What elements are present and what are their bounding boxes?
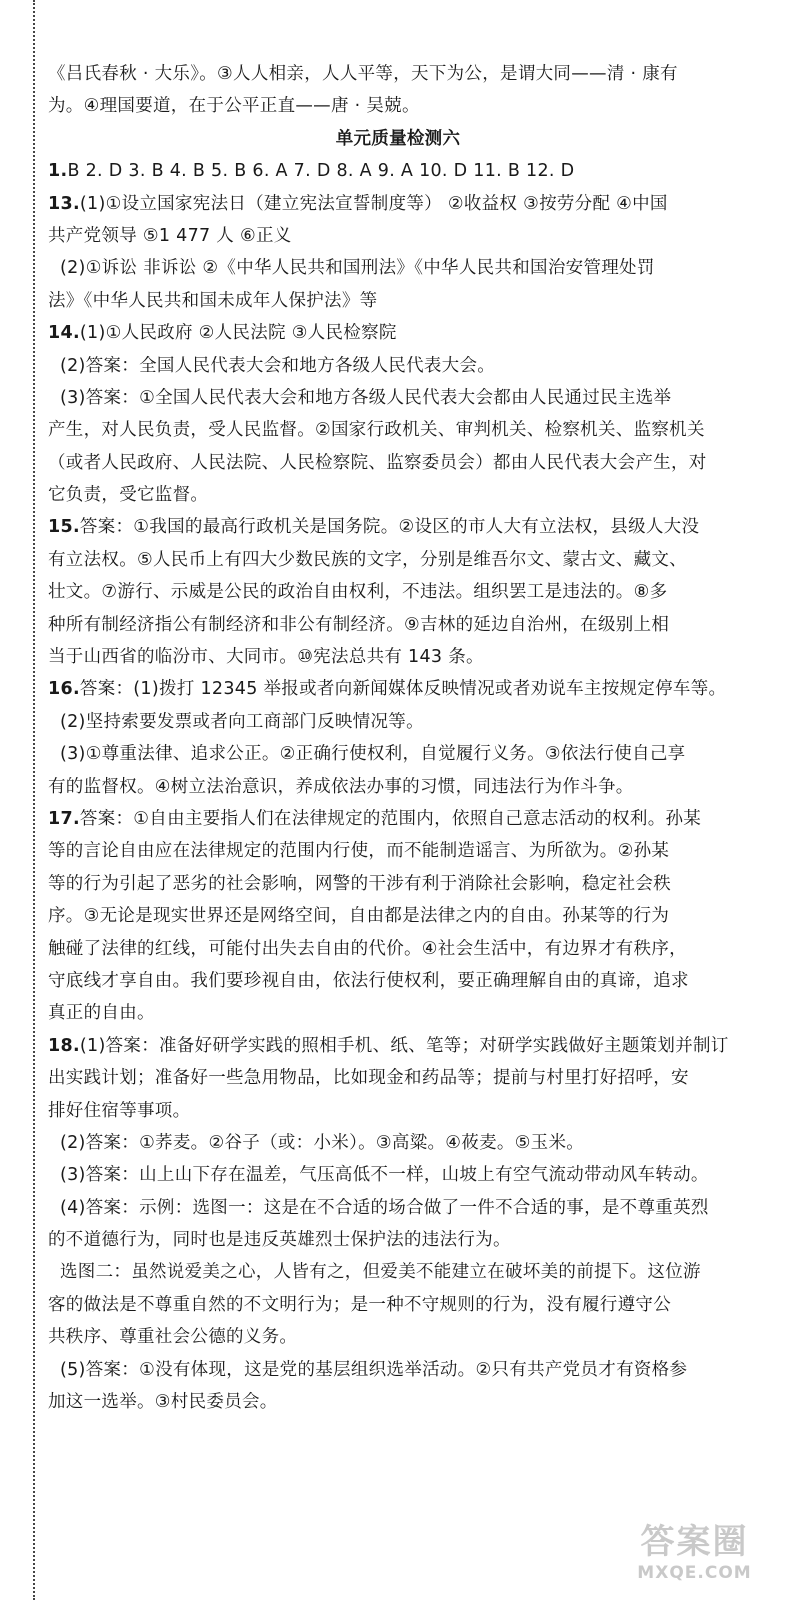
text-line — [48, 90, 748, 122]
line-text: 有立法权。⑤人民币上有四大少数民族的文字，分别是维吾尔文、蒙古文、藏文、 — [48, 549, 687, 570]
watermark — [612, 1522, 777, 1592]
line-text: 壮文。⑦游行、示威是公民的政治自由权利，不违法。组织罢工是违法的。⑧多 — [48, 582, 668, 603]
text-line — [48, 1289, 748, 1321]
line-text: 答案：①我国的最高行政机关是国务院。②设区的市人大有立法权，县级人大没 — [79, 517, 700, 538]
line-text: 排好住宿等事项。 — [48, 1100, 191, 1121]
question-number: 17. — [48, 808, 80, 829]
text-line — [48, 803, 748, 835]
text-line — [48, 900, 748, 932]
line-text: (2)坚持索要发票或者向工商部门反映情况等。 — [60, 711, 424, 732]
line-text: (1)答案：准备好研学实践的照相手机、纸、笔等；对研学实践做好主题策划并制订 — [79, 1035, 729, 1056]
line-text: 共产党领导 ⑤1 477 人 ⑥正义 — [48, 225, 292, 246]
line-text: 出实践计划；准备好一些急用物品，比如现金和药品等；提前与村里打好招呼，安 — [48, 1068, 689, 1089]
text-line — [48, 58, 748, 90]
text-line — [48, 1256, 748, 1288]
line-text: B 2. D 3. B 4. B 5. B 6. A 7. D 8. A 9. A 10. D 11. B 12. D — [67, 161, 575, 182]
question-number: 15. — [48, 517, 80, 538]
text-line — [48, 285, 748, 317]
text-line — [48, 252, 748, 284]
text-line — [48, 1127, 748, 1159]
text-line — [48, 933, 748, 965]
text-line — [48, 1354, 748, 1386]
text-line — [48, 706, 748, 738]
line-text: 序。③无论是现实世界还是网络空间，自由都是法律之内的自由。孙某等的行为 — [48, 906, 670, 927]
line-text: 真正的自由。 — [48, 1003, 155, 1024]
text-line — [48, 350, 748, 382]
line-text: 为。④理国要道，在于公平正直——唐 · 吴兢。 — [48, 96, 420, 117]
line-text: (1)①人民政府 ②人民法院 ③人民检察院 — [79, 323, 397, 344]
text-line — [48, 641, 748, 673]
line-text: 答案：(1)拨打 12345 举报或者向新闻媒体反映情况或者劝说车主按规定停车等。 — [79, 679, 727, 700]
text-line — [48, 511, 748, 543]
line-text: 等的行为引起了恶劣的社会影响，网警的干涉有利于消除社会影响，稳定社会秩 — [48, 873, 671, 894]
text-line — [48, 479, 748, 511]
line-text: 客的做法是不尊重自然的不文明行为；是一种不守规则的行为，没有履行遵守公 — [48, 1294, 671, 1315]
text-line — [48, 544, 748, 576]
text-line — [48, 835, 748, 867]
watermark-url: MXQE.COM — [637, 1563, 752, 1583]
line-text: 共秩序、尊重社会公德的义务。 — [48, 1327, 298, 1348]
question-number: 18. — [48, 1035, 80, 1056]
text-line — [48, 868, 748, 900]
answer-page — [48, 58, 748, 1418]
line-text: 《吕氏春秋 · 大乐》。③人人相亲，人人平等，天下为公，是谓大同——清 · 康有 — [48, 64, 678, 84]
line-text: 当于山西省的临汾市、大同市。⑩宪法总共有 143 条。 — [48, 647, 484, 668]
line-text: 守底线才享自由。我们要珍视自由，依法行使权利，要正确理解自由的真谛，追求 — [48, 970, 689, 991]
question-number: 13. — [48, 193, 80, 214]
line-text: 触碰了法律的红线，可能付出失去自由的代价。④社会生活中，有边界才有秩序， — [48, 938, 687, 959]
text-line — [48, 771, 748, 803]
text-line — [48, 382, 748, 414]
text-line — [48, 965, 748, 997]
text-line — [48, 1062, 748, 1094]
line-text: (3)①尊重法律、追求公正。②正确行使权利，自觉履行义务。③依法行使自己享 — [60, 744, 686, 765]
text-line — [48, 738, 748, 770]
watermark-logo: 答案圈 — [640, 1522, 749, 1562]
line-text: 的不道德行为，同时也是违反英雄烈士保护法的违法行为。 — [48, 1230, 511, 1251]
line-text: (3)答案：山上山下存在温差，气压高低不一样，山坡上有空气流动带动风车转动。 — [60, 1165, 709, 1186]
question-number: 14. — [48, 323, 80, 344]
text-line — [48, 673, 748, 705]
text-line — [48, 576, 748, 608]
line-text: (2)答案：全国人民代表大会和地方各级人民代表大会。 — [60, 355, 496, 376]
line-text: (5)答案：①没有体现，这是党的基层组织选举活动。②只有共产党员才有资格参 — [60, 1359, 688, 1380]
line-text: 答案：①自由主要指人们在法律规定的范围内，依照自己意志活动的权利。孙某 — [79, 808, 702, 829]
line-text: 种所有制经济指公有制经济和非公有制经济。⑨吉林的延边自治州，在级别上相 — [48, 614, 670, 635]
line-text: 加这一选举。③村民委员会。 — [48, 1392, 278, 1413]
text-line — [48, 155, 748, 187]
line-text: 单元质量检测六 — [335, 128, 461, 149]
line-text: （或者人民政府、人民法院、人民检察院、监察委员会）都由人民代表大会产生，对 — [48, 452, 707, 473]
text-line — [48, 447, 748, 479]
text-line — [48, 317, 748, 349]
text-line — [48, 609, 748, 641]
margin-dotted-rule — [33, 0, 35, 1600]
line-text: 等的言论自由应在法律规定的范围内行使，而不能制造谣言、为所欲为。②孙某 — [48, 841, 670, 862]
text-line — [48, 1192, 748, 1224]
section-title — [48, 123, 748, 155]
text-line — [48, 1321, 748, 1353]
text-line — [48, 1159, 748, 1191]
line-text: (3)答案：①全国人民代表大会和地方各级人民代表大会都由人民通过民主选举 — [60, 387, 672, 408]
text-line — [48, 414, 748, 446]
text-line — [48, 1030, 748, 1062]
text-line — [48, 188, 748, 220]
line-text: 它负责，受它监督。 — [48, 485, 209, 506]
line-text: (4)答案：示例：选图一：这是在不合适的场合做了一件不合适的事，是不尊重英烈 — [60, 1197, 709, 1218]
line-text: 产生，对人民负责，受人民监督。②国家行政机关、审判机关、检察机关、监察机关 — [48, 420, 705, 441]
line-text: 法》《中华人民共和国未成年人保护法》等 — [48, 290, 378, 311]
line-text: 有的监督权。④树立法治意识，养成依法办事的习惯，同违法行为作斗争。 — [48, 776, 634, 797]
text-line — [48, 997, 748, 1029]
text-line — [48, 1224, 748, 1256]
question-number: 16. — [48, 679, 80, 700]
line-text: (2)答案：①荞麦。②谷子（或：小米）。③高粱。④莜麦。⑤玉米。 — [60, 1132, 585, 1153]
text-line — [48, 1095, 748, 1127]
text-line — [48, 1386, 748, 1418]
line-text: (2)①诉讼 非诉讼 ②《中华人民共和国刑法》《中华人民共和国治安管理处罚 — [60, 258, 655, 279]
text-line — [48, 220, 748, 252]
question-number: 1. — [48, 161, 68, 182]
line-text: (1)①设立国家宪法日（建立宪法宣誓制度等） ②收益权 ③按劳分配 ④中国 — [79, 193, 668, 214]
line-text: 选图二：虽然说爱美之心，人皆有之，但爱美不能建立在破坏美的前提下。这位游 — [60, 1262, 701, 1283]
